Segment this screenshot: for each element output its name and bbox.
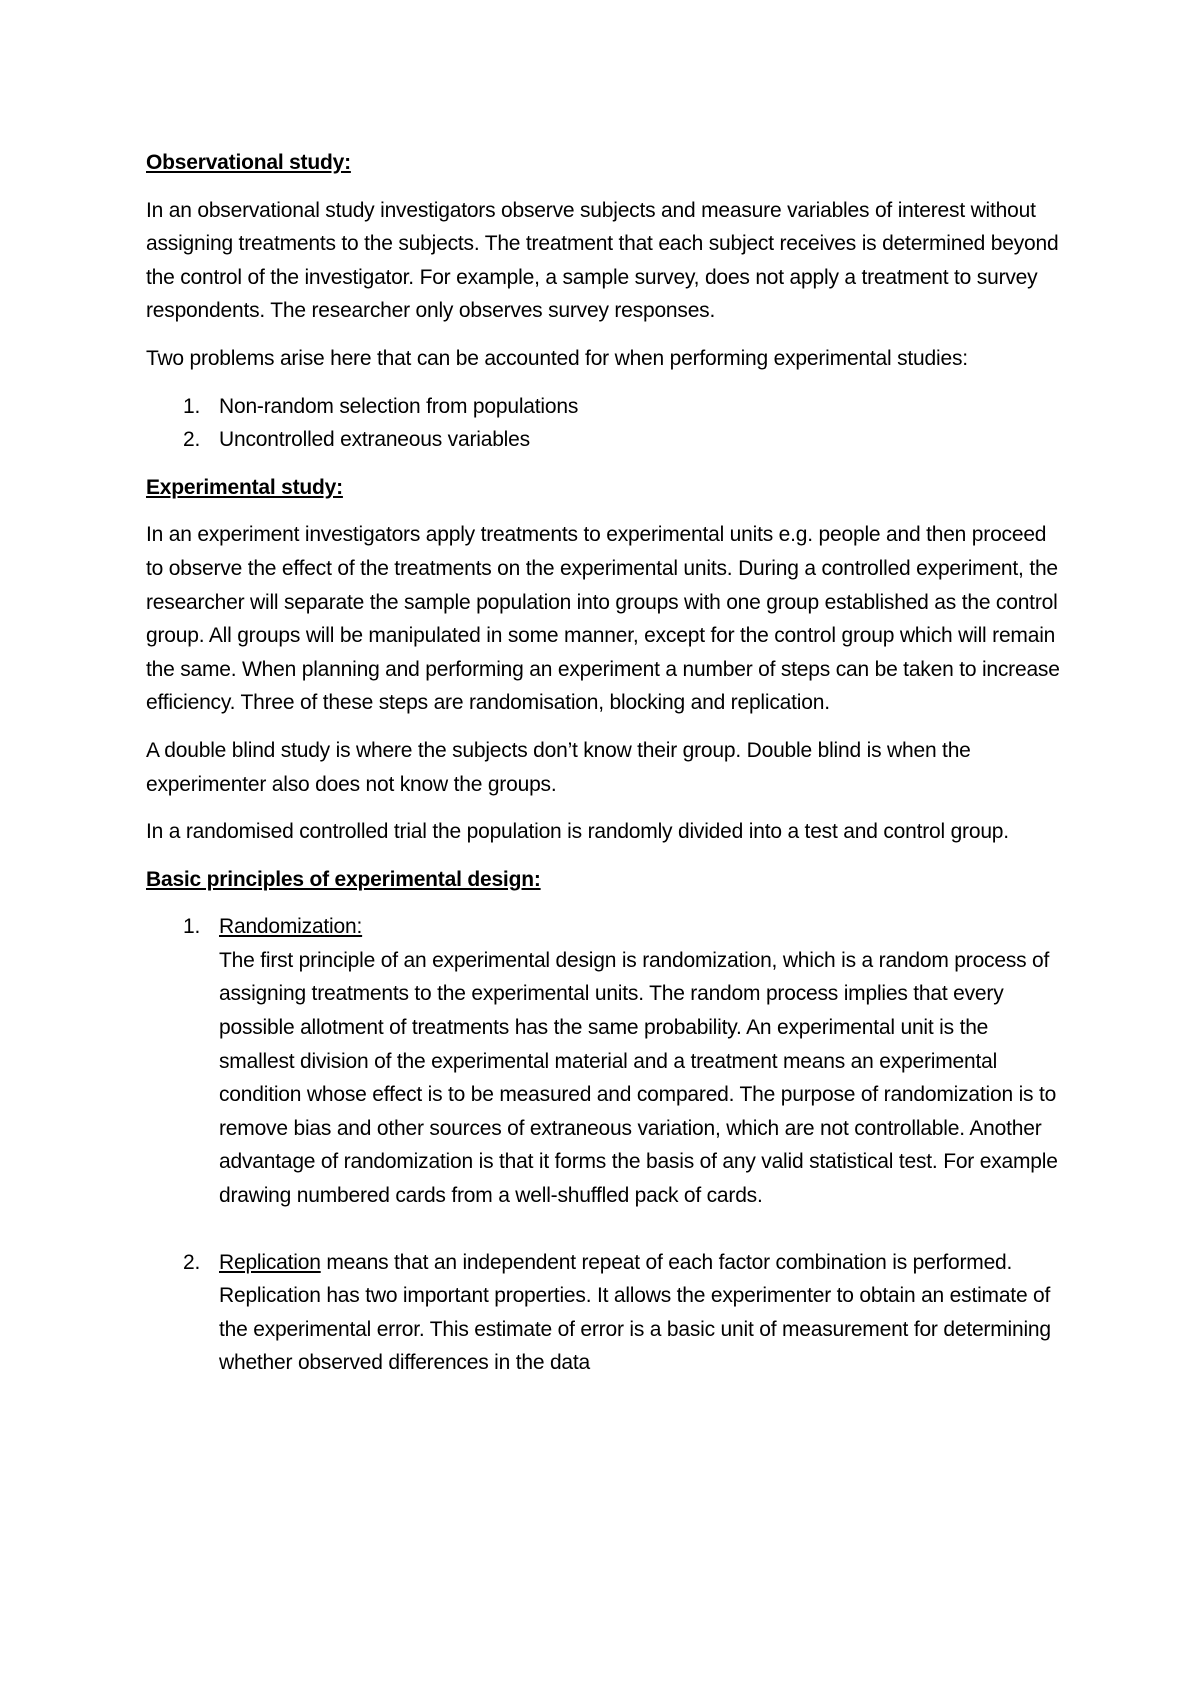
list-item xyxy=(146,910,1064,1212)
problems-list xyxy=(146,390,1064,457)
list-item xyxy=(146,390,1064,424)
observational-study-heading: Observational study: xyxy=(146,151,351,174)
list-number: 1. xyxy=(183,394,201,418)
list-item-text: Non-random selection from populations xyxy=(219,394,579,418)
list-number: 2. xyxy=(183,428,201,452)
two-problems-paragraph: Two problems arise here that can be accounted for when performing experimental studies: xyxy=(146,346,968,370)
principle-term-randomization: Randomization: xyxy=(219,915,363,939)
randomised-trial-paragraph: In a randomised controlled trial the population is randomly divided into a test and control group. xyxy=(146,820,1009,844)
principle-text-replication: means that an independent repeat of each factor combination is performed. Replication has two important properties. It allows the experimenter to obtain an estimate of the experimental error. This estimate of error is a basic unit of measurement for determining whether observed differences in the data xyxy=(219,1250,1051,1375)
principles-list xyxy=(146,910,1064,1380)
observational-study-paragraph: In an observational study investigators observe subjects and measure variables of interest without assigning treatments to the subjects. The treatment that each subject receives is determined beyond the control of the investigator. For example, a sample survey, does not apply a treatment to survey respondents. The researcher only observes survey responses. xyxy=(146,198,1059,323)
list-number: 2. xyxy=(183,1250,201,1274)
list-item xyxy=(146,1246,1064,1380)
list-item-text: Uncontrolled extraneous variables xyxy=(219,428,530,452)
principle-text-randomization: The first principle of an experimental design is randomization, which is a random process of assigning treatments to the experimental units. The random process implies that every possible allotment of treatments has the same probability. An experimental unit is the smallest division of the experimental material and a treatment means an experimental condition whose effect is to be measured and compared. The purpose of randomization is to remove bias and other sources of extraneous variation, which are not controllable. Another advantage of randomization is that it forms the basis of any valid statistical test. For example drawing numbered cards from a well-shuffled pack of cards. xyxy=(219,948,1058,1208)
principle-term-replication: Replication xyxy=(219,1250,321,1274)
double-blind-paragraph: A double blind study is where the subjects don’t know their group. Double blind is when the experimenter also does not know the groups. xyxy=(146,738,971,796)
list-number: 1. xyxy=(183,915,201,939)
basic-principles-heading: Basic principles of experimental design: xyxy=(146,867,541,891)
experimental-study-paragraph: In an experiment investigators apply treatments to experimental units e.g. people and then proceed to observe the effect of the treatments on the experimental units. During a controlled experiment, the researcher will separate the sample population into groups with one group established as the control group. All groups will be manipulated in some manner, except for the control group which will remain the same. When planning and performing an experiment a number of steps can be taken to increase efficiency. Three of these steps are randomisation, blocking and replication. xyxy=(146,523,1060,715)
list-item xyxy=(146,423,1064,457)
experimental-study-heading: Experimental study: xyxy=(146,475,343,499)
document-page xyxy=(146,146,1064,1394)
